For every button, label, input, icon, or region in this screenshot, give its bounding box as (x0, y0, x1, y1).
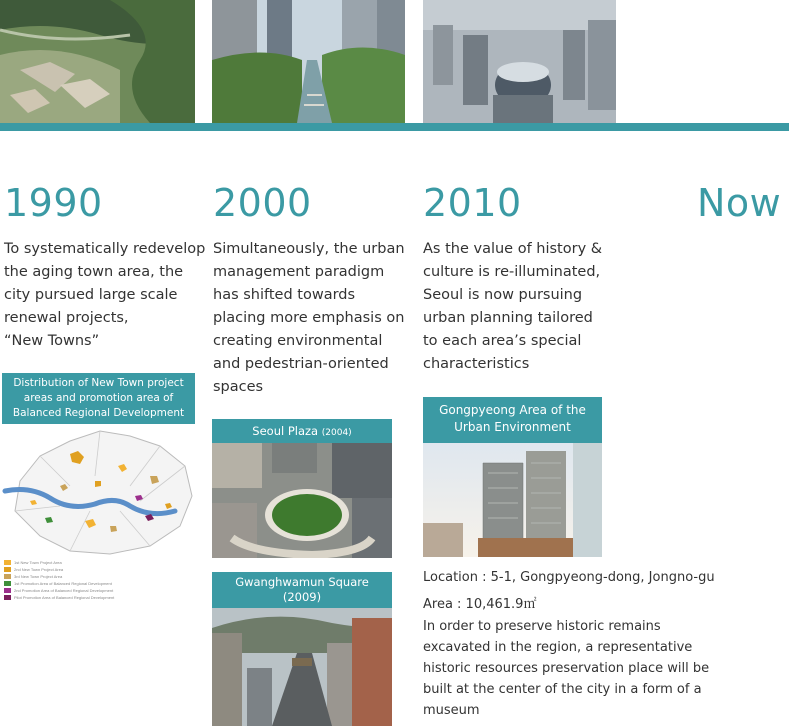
legend-swatch (4, 581, 11, 586)
desc-line: and pedestrian-oriented (213, 356, 389, 372)
gongpyeong-desc-line: historic resources preservation place will be (423, 661, 710, 676)
aerial-new-town-photo (0, 0, 195, 123)
city-aerial-photo (423, 0, 616, 123)
description-1990 (4, 238, 205, 353)
gwanghwamun-year: (2009) (282, 590, 322, 604)
legend-item (4, 573, 62, 579)
legend-label: Pilot Promotion Area of Balanced Regional Development (14, 594, 115, 600)
seoul-plaza-photo (212, 443, 392, 558)
map-title (2, 373, 195, 424)
desc-line: “New Towns” (4, 333, 100, 349)
desc-line: has shifted towards (213, 287, 356, 303)
gongpyeong-caption-line: Gongpyeong Area of the (439, 403, 586, 417)
legend-swatch (4, 595, 11, 600)
legend-item (4, 594, 114, 600)
desc-line: characteristics (423, 356, 530, 372)
map-title-line: areas and promotion area of (23, 392, 174, 404)
new-town-distribution-map (0, 426, 197, 561)
gwanghwamun-name: Gwanghwamun Square (235, 575, 369, 589)
desc-line: Simultaneously, the urban (213, 241, 405, 257)
desc-line: culture is re-illuminated, (423, 264, 601, 280)
desc-line: city pursued large scale (4, 287, 178, 303)
gwanghwamun-square-photo (212, 608, 392, 726)
desc-line: management paradigm (213, 264, 385, 280)
legend-item (4, 580, 112, 586)
timeline-divider (0, 123, 789, 131)
desc-line: to each area’s special (423, 333, 582, 349)
gwanghwamun-caption (212, 572, 392, 608)
gongpyeong-rendering (423, 443, 602, 557)
desc-line: spaces (213, 379, 264, 395)
legend-label: 3rd New Town Project Area (14, 573, 63, 579)
legend-label: 2nd Promotion Area of Balanced Regional Development (14, 587, 114, 593)
gongpyeong-desc-line: In order to preserve historic remains (423, 619, 661, 634)
desc-line: the aging town area, the (4, 264, 184, 280)
legend-item (4, 587, 113, 593)
desc-line: creating environmental (213, 333, 383, 349)
gongpyeong-caption (423, 397, 602, 443)
description-2010 (423, 238, 602, 376)
desc-line: To systematically redevelop (4, 241, 206, 257)
desc-line: urban planning tailored (423, 310, 593, 326)
gongpyeong-desc-line: museum (423, 703, 480, 718)
seoul-plaza-year: (2004) (321, 428, 352, 438)
map-title-line: Distribution of New Town project (13, 377, 184, 389)
desc-line: placing more emphasis on (213, 310, 405, 326)
seoul-plaza-caption (212, 419, 392, 443)
gongpyeong-description (423, 616, 709, 721)
legend-swatch (4, 567, 11, 572)
cheonggyecheon-stream-photo (212, 0, 405, 123)
legend-item (4, 559, 62, 565)
year-1990: 1990 (4, 181, 103, 225)
gongpyeong-area: Area : 10,461.9㎡ (423, 597, 537, 612)
legend-label: 1st New Town Project Area (14, 559, 62, 565)
year-2000: 2000 (213, 181, 312, 225)
gongpyeong-location: Location : 5-1, Gongpyeong-dong, Jongno-gu (423, 570, 715, 585)
legend-swatch (4, 574, 11, 579)
seoul-plaza-name: Seoul Plaza (252, 424, 322, 438)
legend-item (4, 566, 63, 572)
legend-label: 1st Promotion Area of Balanced Regional Development (14, 580, 112, 586)
map-title-line: Balanced Regional Development (12, 407, 185, 419)
gongpyeong-desc-line: built at the center of the city in a form of a (423, 682, 702, 697)
year-now: Now (697, 181, 782, 225)
desc-line: renewal projects, (4, 310, 129, 326)
year-2010: 2010 (423, 181, 522, 225)
legend-label: 2nd New Town Project Area (14, 566, 64, 572)
desc-line: As the value of history & (423, 241, 603, 257)
desc-line: Seoul is now pursuing (423, 287, 583, 303)
legend-swatch (4, 560, 11, 565)
legend-swatch (4, 588, 11, 593)
gongpyeong-caption-line: Urban Environment (454, 420, 571, 434)
gongpyeong-desc-line: excavated in the region, a representative (423, 640, 693, 655)
description-2000 (213, 238, 405, 399)
